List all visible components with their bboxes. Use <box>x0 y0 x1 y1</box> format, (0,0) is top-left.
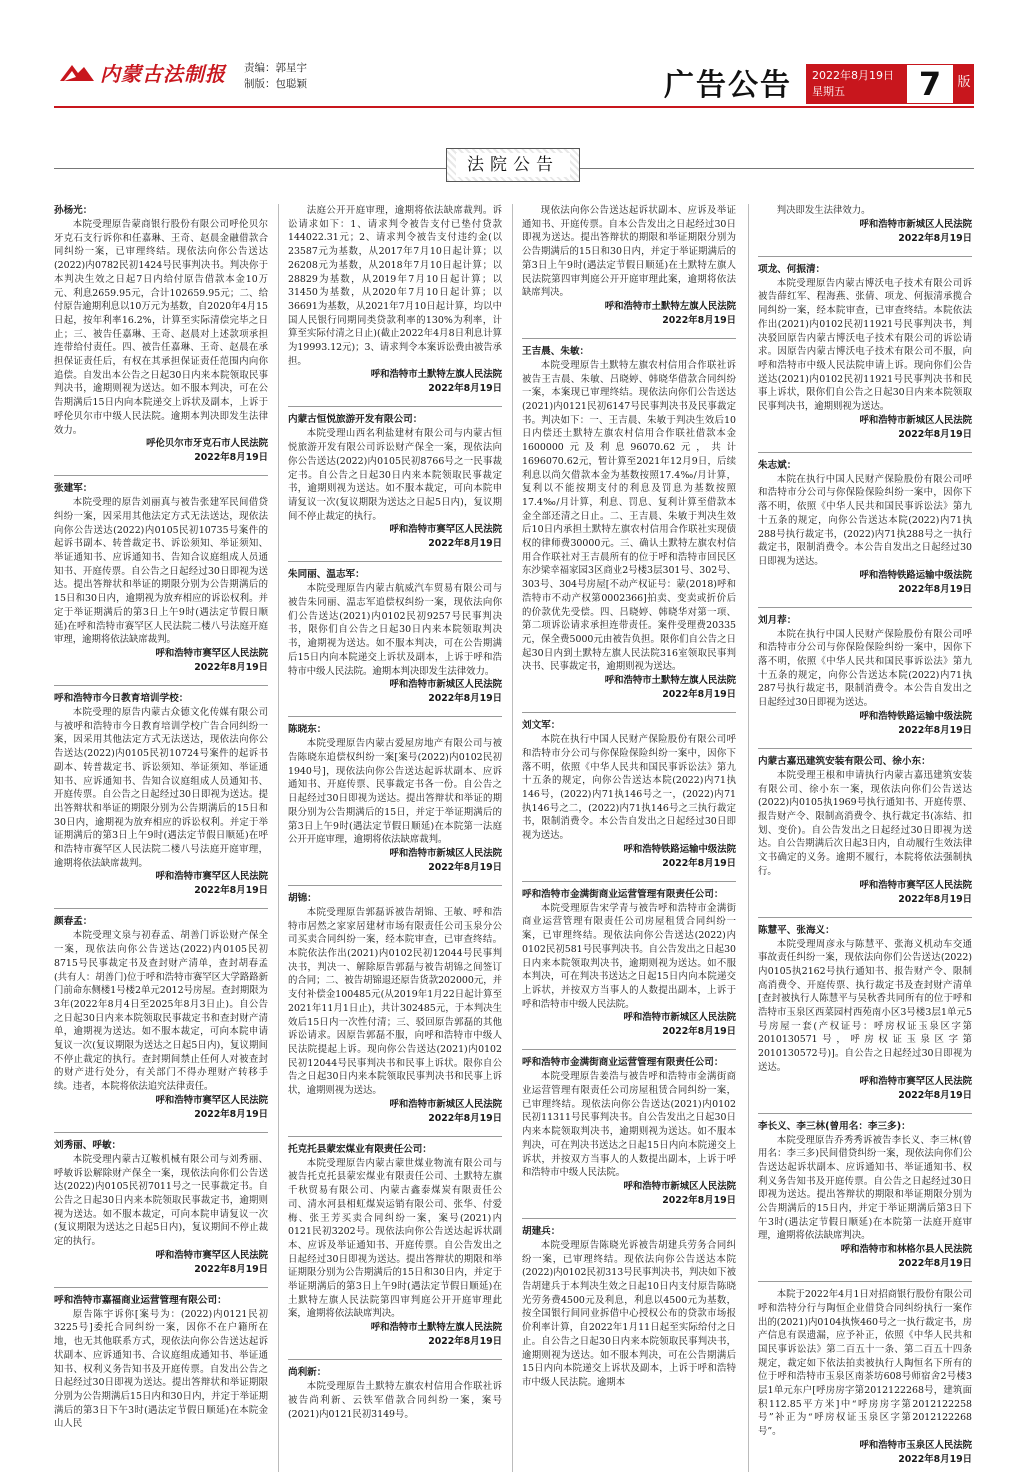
notice-body: 本院受理原告土默特左旗农村信用合作联社诉被告王吉晨、朱敏、吕晓婷、韩晓华借款合同纠纷一案，本案现已审理终结。现依法向你们公告送达(2021)内0121民初6147号民事判决书及民事裁定书。判决如下：一、王吉晨、朱敏于判决生效后10日内偿还土默特左旗农村信用合作联社借款本金1600000元及利息96070.62元，共计1696070.62元，暂计算至2021年12月9日，后续利息以尚欠借款本金为基数按照17.4‰/月计算，复利以不能按期支付的利息及罚息为基数按照17.4‰/月计算，利息、罚息、复利计算至借款本金全部还清之日止。二、王吉晨、朱敏于判决生效后10日内承担土默特左旗农村信用合作联社实现债权的律师费30000元。三、确认土默特左旗农村信用合作联社对王吉晨所有的位于呼和浩特市回民区东沙梁幸福家园3区商业2号楼3层301号、302号、303号、304号房屋[不动产权证号：蒙(2018)呼和浩特市不动产权第0002366]拍卖、变卖或折价后的价款优先受偿。四、吕晓婷、韩晓华对第一项、第二项诉讼请求承担连带责任。案件受理费20335元，保全费5000元由被告负担。限你们自公告之日起30日内到土默特左旗人民法院316室领取民事判决书、民事裁定书，逾期则视为送达。 <box>522 359 736 673</box>
notice-addressee: 尚利新： <box>288 1367 327 1379</box>
notice-body: 本院受理山西名利盐建材有限公司与内蒙古恒悦旅游开发有限公司诉讼财产保全一案，现依法向你公告送达(2022)内0105民初8766号之一民事裁定书。自公告之日起30日内来本院领取民事裁定书，逾期则视为送达。如不服本裁定，可向本院申请复议一次(复议期限为送达之日起5日内)，复议期间不停止裁定的执行。 <box>288 428 502 522</box>
notice-date: 2022年8月19日 <box>428 1112 502 1124</box>
notice-court: 呼和浩特铁路运输中级法院 <box>859 710 972 722</box>
newspaper-logo-text: 内蒙古法制报 <box>100 62 226 86</box>
notice-court: 呼和浩特市新城区人民法院 <box>859 218 972 230</box>
notice-body: 本院受理原告陈晓光诉被告胡建兵劳务合同纠纷一案，已审理终结。现依法向你公告送达本院(2022)内0102民初313号民事判决书，判决如下被告胡建兵于本判决生效之日起10日内支付原告陈晓光劳务费4500元及利息，利息以4500元为基数，按全国银行间同业拆借中心授权公布的贷款市场报价利率计算，自2022年1月11日起至实际给付之日止。自公告之日起30日内来本院领取民事判决书，逾期则视为送达。如不服本判决，可在公告期满后15日内向本院递交上诉状及副本，上诉于呼和浩特市中级人民法院。逾期本 <box>522 1239 736 1388</box>
notice-separator <box>758 452 972 453</box>
court-notice <box>758 614 972 738</box>
notice-court: 呼和浩特市新城区人民法院 <box>859 414 972 426</box>
notice-separator <box>758 256 972 257</box>
court-notice <box>54 1139 268 1277</box>
court-notice <box>522 1056 736 1208</box>
notice-court: 呼和浩特市赛罕区人民法院 <box>859 879 972 891</box>
court-notice <box>288 892 502 1126</box>
column-4 <box>758 204 972 1474</box>
notice-court: 呼和浩特市土默特左旗人民法院 <box>604 300 736 312</box>
notice-addressee: 呼和浩特市金满街商业运营管理有限责任公司： <box>522 1057 724 1069</box>
notice-separator <box>288 561 502 562</box>
banner-rule-left <box>54 168 446 169</box>
notice-separator <box>522 338 736 339</box>
notice-body: 本院受理原告姜浩与被告呼和浩特市金满街商业运营管理有限责任公司房屋租赁合同纠纷一案，已审理终结。现依法向你公告送达(2021)内0102民初11311号民事判决书。自公告发出之日起30日内来本院领取判决书，逾期则视为送达。如不服本判决，可在判决书送达之日起15日内向本院递交上诉状，并按双方当事人的人数提出副本，上诉于呼和浩特市中级人民法院。 <box>522 1071 736 1179</box>
notice-body: 本院受理原告郭磊诉被告胡锦、王敏、呼和浩特市居然之家家居建材市场有限责任公司玉泉分公司买卖合同纠纷一案，经本院审查，已审查终结。本院依法作出(2021)内0102民初12044号民事判决书，判决一、解除原告郭磊与被告胡锦之间签订的合同；二、被告胡锦退还原告货款202000元，并支付补偿金100485元(从2019年1月22日起计算至2021年11月1日止)，共计302485元，于本判决生效后15日内一次性付清；三、驳回原告郭磊的其他诉讼请求。因原告郭磊不服，向呼和浩特市中级人民法院提起上诉。现向你公告送达(2021)内0102民初12044号民事判决书和民事上诉状。限你自公告之日起30日内来本院领取民事判决书和民事上诉状，逾期则视为送达。 <box>288 906 502 1097</box>
column-divider <box>278 204 279 1472</box>
court-notice <box>758 204 972 246</box>
notice-separator <box>522 712 736 713</box>
court-notice <box>54 1294 268 1431</box>
court-notice <box>758 924 972 1103</box>
court-notice <box>288 568 502 706</box>
notice-date: 2022年8月19日 <box>662 1194 736 1206</box>
notice-date: 2022年8月19日 <box>428 1336 502 1348</box>
notice-separator <box>288 885 502 886</box>
column-divider <box>748 204 749 1472</box>
notice-body: 本院受理原告内蒙古博沃电子技术有限公司诉被告薛红军、程海燕、张倩、项龙、何振清承揽合同纠纷一案，经本院审查，已审查终结。本院依法作出(2021)内0102民初11921号民事判决书，判决驳回原告内蒙古博沃电子技术有限公司的诉讼请求。因原告内蒙古博沃电子技术有限公司不服，向呼和浩特市中级人民法院申请上诉。现向你们公告送达(2021)内0102民初11921号民事判决书和民事上诉状，限你们自公告之日起30日内来本院领取民事判决书，逾期则视为送达。 <box>758 277 972 413</box>
notice-date: 2022年8月19日 <box>194 885 268 897</box>
notice-separator <box>54 685 268 686</box>
notice-body: 本院受理原告内蒙古蒙世煤业物流有限公司与被告托克托县蒙宏煤业有限责任公司、土默特左旗千秋贸易有限公司、内蒙古鑫泰煤炭有限责任公司、清水河县相虹煤炭运销有限公司、张华、付爱梅、张王芳买卖合同纠纷一案，案号(2021)内0121民初3202号。现依法向你公告送达起诉状副本、应诉及举证通知书、开庭传票。自公告发出之日起经过30日即视为送达。提出答辩状的期限和举证期限分别为公告期满后的15日和30日内，并定于举证期满后的第3日上午9时(遇法定节假日顺延)在土默特左旗人民法院第四审判庭公开开庭审理此案，逾期将依法缺席判决。 <box>288 1157 502 1320</box>
notice-court: 呼和浩特市土默特左旗人民法院 <box>370 1322 502 1334</box>
notice-date: 2022年8月19日 <box>194 452 268 464</box>
notice-body: 本院受理原告土默特左旗农村信用合作联社诉被告尚利新、云铁军借款合同纠纷一案，案号(2021)内0121民初3149号。 <box>288 1381 502 1420</box>
court-notice <box>54 482 268 675</box>
court-notice <box>522 204 736 328</box>
notice-court: 呼和浩特市新城区人民法院 <box>389 679 502 691</box>
issue-date: 2022年8月19日 <box>812 69 894 82</box>
banner-rule-right <box>580 168 974 169</box>
notice-court: 呼和浩特市和林格尔县人民法院 <box>840 1244 972 1256</box>
court-notice <box>288 1143 502 1349</box>
notice-court: 呼和浩特市玉泉区人民法院 <box>859 1439 972 1451</box>
notice-court: 呼伦贝尔市牙克石市人民法院 <box>146 438 268 450</box>
notice-separator <box>522 1049 736 1050</box>
notice-body: 本院受理原告内蒙古爱屋房地产有限公司与被告陈晓东追偿权纠纷一案[案号(2022)内0102民初1940号]，现依法向你公告送达起诉状副本、应诉通知书、开庭传票、民事裁定书各一份。自公告之日起经过30日即视为送达。提出答辩状和举证的期限分别为公告期满后的15日，并定于举证期满后的第3日上午9时(遇法定节假日顺延)在本院第一法庭公开开庭审理，逾期将依法缺席裁判。 <box>288 738 502 846</box>
notice-body: 本院受理原告宋学青与被告呼和浩特市金满街商业运营管理有限责任公司房屋租赁合同纠纷一案，已审理终结。现依法向你公告送达(2022)内0102民初581号民事判决书。自公告发出之日起30日内来本院领取判决书，逾期则视为送达。如不服本判决，可在判决书送达之日起15日内向本院递交上诉状，并按双方当事人的人数提出副本，上诉于呼和浩特市中级人民法院。 <box>522 902 736 1010</box>
page-suffix: 版 <box>954 64 974 104</box>
court-notice <box>758 459 972 597</box>
notice-addressee: 王吉晨、朱敏： <box>522 345 590 357</box>
court-notice <box>54 692 268 898</box>
notice-body: 本院在执行中国人民财产保险股份有限公司呼和浩特市分公司与你保险保险纠纷一案中，因你下落不明，依照《中华人民共和国民事诉讼法》第九十五条的规定，向你公告送达本院(2022)内71执287号执行裁定书，限制消费令。本公告自发出之日起经过30日即视为送达。 <box>758 628 972 709</box>
notice-body: 判决即发生法律效力。 <box>776 205 871 216</box>
notice-court: 呼和浩特铁路运输中级法院 <box>859 569 972 581</box>
court-notice <box>522 345 736 702</box>
notice-separator <box>522 881 736 882</box>
masthead-rule <box>54 106 974 108</box>
notice-body: 本院受理的原告刘丽真与被告张建军民间借贷纠纷一案，因采用其他法定方式无法送达，现依法向你公告送达(2022)内0105民初10735号案件的起诉书副本、转普裁定书、诉讼须知、举证须知、举证通知书、应诉通知书、告知合议庭组成人员通知书、开庭传票。自公告之日起经过30日即视为送达。提出答辩状和举证的期限分别为公告期满后的15日和30日内，逾期视为放弃相应的诉讼权利。并定于举证期满后的第3日上午9时(遇法定节假日顺延)在呼和浩特市赛罕区人民法院二楼八号法庭开庭审理，逾期将依法缺席裁判。 <box>54 497 268 646</box>
notice-addressee: 呼和浩特市金满街商业运营管理有限责任公司： <box>522 888 724 900</box>
notice-body: 本院受理周彦永与陈慧平、张海义机动车交通事故责任纠纷一案，现依法向你们公告送达(2022)内0105执2162号执行通知书、报告财产令、限制高消费令、开庭传票、执行裁定书及查封财产清单[查封被执行人陈慧平与吴秋香共同所有的位于呼和浩特市玉泉区西菜园村西苑南小区3号楼3层1单元5号房屋一套(产权证号：呼房权证玉泉区字第2010130571号，呼房权证玉泉区字第2010130572号)]。自公告之日起经过30日即视为送达。 <box>758 938 972 1073</box>
notice-addressee: 陈晓东： <box>288 724 327 736</box>
notice-date: 2022年8月19日 <box>194 1263 268 1275</box>
notice-separator <box>54 1287 268 1288</box>
notice-date: 2022年8月19日 <box>898 1453 972 1465</box>
notice-body: 本院受理原告蒙商银行股份有限公司呼伦贝尔牙克石支行诉你和任嘉琳、王奇、赵晨金融借款合同纠纷一案，已审理终结。现依法向你公告送达(2022)内0782民初1424号民事判决书。判决你于本判决生效之日起7日内给付原告借款本金10万元、利息2659.95元，合计102659.95元；二、给付原告逾期利息以10万元为基数，自2020年4月15日起，按年利率16.2%，计算至实际清偿完毕之日止；三、被告任嘉琳、王奇、赵晨对上述款项承担连带给付责任。四、被告任嘉琳、王奇、赵晨在承担保证责任后，有权在其承担保证责任范围内向你追偿。自发出本公告之日起30日内来本院领取民事判决书，逾期则视为送达。如不服本判决，可在公告期满后15日内向本院递交上诉状及副本，上诉于呼伦贝尔市中级人民法院。逾期本判决即发生法律效力。 <box>54 219 268 436</box>
notice-court: 呼和浩特铁路运输中级法院 <box>623 843 736 855</box>
notice-date: 2022年8月19日 <box>662 689 736 701</box>
notice-court: 呼和浩特市土默特左旗人民法院 <box>370 369 502 381</box>
notice-court: 呼和浩特市新城区人民法院 <box>389 1098 502 1110</box>
notice-separator <box>288 406 502 407</box>
page-number: 7 <box>906 64 954 104</box>
notice-court: 呼和浩特市新城区人民法院 <box>389 847 502 859</box>
column-3 <box>522 204 736 1474</box>
notice-date: 2022年8月19日 <box>428 538 502 550</box>
notice-addressee: 刘文军： <box>522 720 561 732</box>
notice-addressee: 内蒙古嘉迅建筑安装有限公司、徐小东： <box>758 755 931 767</box>
column-2 <box>288 204 502 1474</box>
court-notice <box>758 263 972 442</box>
banner-title: 法院公告 <box>456 153 570 177</box>
notice-court: 呼和浩特市土默特左旗人民法院 <box>604 675 736 687</box>
notice-date: 2022年8月19日 <box>898 1258 972 1270</box>
notice-addressee: 呼和浩特市今日教育培训学校： <box>54 692 189 704</box>
notice-body: 本院在执行中国人民财产保险股份有限公司呼和浩特市分公司与你保险保险纠纷一案中，因你下落不明，依照《中华人民共和国民事诉讼法》第九十五条的规定，向你公告送达本院(2022)内71执288号执行裁定书，(2022)内71执288号之一执行裁定书，限制消费令。本公告自发出之日起经过30日即视为送达。 <box>758 473 972 567</box>
notice-body: 法庭公开开庭审理，逾期将依法缺席裁判。诉讼请求如下：1、请求判令被告支付已垫付贷款144022.31元；2、请求判令被告支付违约金(以23587元为基数，从2017年7月10日起计算；以26208元为基数，从2018年7月10日起计算；以28829为基数，从2019年7月10日起计算；以31450为基数，从2020年7月10日起计算；以36691为基数，从2021年7月10日起计算，均以中国人民银行同期同类贷款利率的130%为利率，计算至实际付清之日止)(截止2022年4月8日利息计算为19993.12元)；3、请求判令本案诉讼费由被告承担。 <box>288 205 502 367</box>
notice-body: 现依法向你公告送达起诉状副本、应诉及举证通知书、开庭传票。自本公告发出之日起经过30日即视为送达。提出答辩状的期限和举证期限分别为公告期满后的15日和30日内，并定于举证期满后的第3日上午9时(遇法定节假日顺延)在土默特左旗人民法院第四审判庭公开开庭审理此案，逾期将依法缺席判决。 <box>522 205 736 299</box>
notice-date: 2022年8月19日 <box>898 1089 972 1101</box>
column-divider <box>512 204 513 1472</box>
notice-court: 呼和浩特市新城区人民法院 <box>623 1180 736 1192</box>
notice-body: 本院受理原告内蒙古航威汽车贸易有限公司与被告朱同丽、温志军追偿权纠纷一案，现依法向你们公告送达(2021)内0102民初9257号民事判决书，限你们自公告之日起30日内来本院领取判决书，逾期视为送达。如不服本判决，可在公告期满后15日内向本院递交上诉状及副本，上诉于呼和浩特市中级人民法院。逾期本判决即发生法律效力。 <box>288 583 502 677</box>
section-banner <box>446 148 580 182</box>
notice-court: 呼和浩特市新城区人民法院 <box>623 1012 736 1024</box>
notice-court: 呼和浩特市赛罕区人民法院 <box>155 1249 268 1261</box>
editor-line: 责编：郭星宇 <box>244 62 307 74</box>
newspaper-logo-icon <box>58 61 96 85</box>
notice-addressee: 朱志斌： <box>758 459 797 471</box>
notice-date: 2022年8月19日 <box>428 693 502 705</box>
notice-body: 本院受理王根和申请执行内蒙古嘉迅建筑安装有限公司、徐小东一案，现依法向你们公告送达(2022)内0105执1969号执行通知书、开庭传票、报告财产令、限制高消费令、执行裁定书(冻结、扣划、变价)。自公告发出之日起经过30日即视为送达。自公告期满后次日起3日内，自动履行生效法律文书确定的义务。逾期不履行，本院将依法强制执行。 <box>758 769 972 877</box>
notice-date: 2022年8月19日 <box>194 661 268 673</box>
notice-body: 本院受理原告乔秀秀诉被告李长义、李三林(曾用名：李三多)民间借贷纠纷一案，现依法向你们公告送达起诉状副本、应诉通知书、举证通知书、权利义务告知书及开庭传票。自公告之日起经过30日即视为送达。提出答辩状的期限和举证期限分别为公告期满后的15日内，并定于举证期满后第3日下午3时(遇法定节假日顺延)在本院第一法庭开庭审理，逾期将依法缺席判决。 <box>758 1134 972 1242</box>
notice-court: 呼和浩特市赛罕区人民法院 <box>155 647 268 659</box>
notice-addressee: 托克托县蒙宏煤业有限责任公司： <box>288 1143 432 1155</box>
notice-body: 本院受理内蒙古辽鞍机械有限公司与刘秀丽、呼敏诉讼解除财产保全一案，现依法向你们公告送达(2022)内0105民初7011号之一民事裁定书。自公告之日起30日内来本院领取民事裁定书，逾期则视为送达。如不服本裁定，可向本院申请复议一次(复议期限为送达之日起5日内)，复议期间不停止裁定的执行。 <box>54 1153 268 1248</box>
court-notice <box>758 755 972 907</box>
notice-addressee: 陈慧平、张海义： <box>758 924 835 936</box>
court-notice <box>522 888 736 1040</box>
notice-addressee: 胡锦： <box>288 892 317 904</box>
notice-addressee: 朱同丽、温志军： <box>288 569 365 581</box>
notice-separator <box>54 1132 268 1133</box>
notice-date: 2022年8月19日 <box>898 724 972 736</box>
notice-addressee: 胡建兵： <box>522 1225 561 1237</box>
notice-court: 呼和浩特市赛罕区人民法院 <box>155 871 268 883</box>
notice-addressee: 内蒙古恒悦旅游开发有限公司： <box>288 414 423 426</box>
notice-date: 2022年8月19日 <box>662 314 736 326</box>
notice-separator <box>288 1136 502 1137</box>
notice-addressee: 刘秀丽、呼敏： <box>54 1139 122 1151</box>
notice-addressee: 项龙、何振清： <box>758 263 826 275</box>
court-notice <box>758 1288 972 1467</box>
producer-line: 制版：包聪颖 <box>244 78 307 90</box>
issue-weekday: 星期五 <box>812 85 845 98</box>
section-title: 广告公告 <box>664 68 792 103</box>
notice-separator <box>288 1359 502 1360</box>
notice-body: 本院于2022年4月1日对招商银行股份有限公司呼和浩特分行与陶恒企业借贷合同纠纷执行一案作出的(2021)内0104执恢460号之一执行裁定书，房产信息有误遗漏，应予补正，依照《中华人民共和国民事诉讼法》第二百五十一条、第二百五十四条规定，裁定如下依法拍卖被执行人陶恒名下所有的位于呼和浩特市玉泉区南茶坊608号师宿舍2号楼3层1单元东户[呼房房字第2012122268号，建筑面积112.85平方米]中“呼房房字第2012122258号”补正为“呼房权证玉泉区字第2012122268号”。 <box>758 1289 972 1438</box>
notice-separator <box>288 716 502 717</box>
notice-body: 本院受理的原告内蒙古众德文化传媒有限公司与被呼和浩特市今日教育培训学校广告合同纠纷一案，因采用其他法定方式无法送达，现依法向你公告送达(2022)内0105民初10724号案件的起诉书副本、转普裁定书、诉讼须知、举证须知、举证通知书、应诉通知书、告知合议庭组成人员通知书、开庭传票。自公告之日起经过30日即视为送达。提出答辩状和举证的期限分别为公告期满后的15日和30日内，逾期视为放弃相应的诉讼权利。并定于举证期满后的第3日上午9时(遇法定节假日顺延)在呼和浩特市赛罕区人民法院二楼八号法庭开庭审理，逾期将依法缺席裁判。 <box>54 706 268 869</box>
court-notice <box>54 204 268 465</box>
notice-body: 本院受理文泉与初春孟、胡善门诉讼财产保全一案，现依法向你公告送达(2022)内0105民初8715号民事裁定书及查封财产清单，查封胡春孟(共有人：胡善门)位于呼和浩特市赛罕区大学路路新门前命东侧楼1号楼2单元2012号房屋。查封期限为3年(2022年8月4日至2025年8月3日止)。自公告之日起30日内来本院领取民事裁定书和查封财产清单，逾期视为送达。如不服本裁定，可向本院申请复议一次(复议期限为送达之日起5日内)，复议期间不停止裁定的执行。查封期间禁止任何人对被查封的财产进行处分，有关部门不得办理财产转移手续。违者，本院将依法追究法律责任。 <box>54 930 268 1093</box>
notice-separator <box>758 607 972 608</box>
notice-date: 2022年8月19日 <box>898 893 972 905</box>
notice-addressee: 张建军： <box>54 483 93 495</box>
notice-court: 呼和浩特市赛罕区人民法院 <box>389 524 502 536</box>
notice-addressee: 孙杨光： <box>54 205 93 216</box>
issue-date-box <box>806 64 906 104</box>
notice-date: 2022年8月19日 <box>662 857 736 869</box>
notice-addressee: 呼和浩特市嘉福商业运营管理有限公司： <box>54 1294 227 1306</box>
column-1 <box>54 204 268 1474</box>
court-notice <box>54 915 268 1121</box>
notice-court: 呼和浩特市赛罕区人民法院 <box>859 1075 972 1087</box>
notice-addressee: 颜春孟： <box>54 916 93 928</box>
editor-credits <box>244 60 307 92</box>
notice-date: 2022年8月19日 <box>898 583 972 595</box>
notice-court: 呼和浩特市赛罕区人民法院 <box>155 1094 268 1106</box>
court-notice <box>522 719 736 871</box>
notice-date: 2022年8月19日 <box>898 428 972 440</box>
notice-separator <box>54 908 268 909</box>
notice-date: 2022年8月19日 <box>428 383 502 395</box>
notice-addressee: 李长义、李三林(曾用名：李三多)： <box>758 1120 911 1132</box>
notice-separator <box>54 475 268 476</box>
court-notice <box>288 1366 502 1421</box>
court-notice <box>758 1120 972 1272</box>
court-notice <box>522 1225 736 1390</box>
court-notice <box>288 723 502 875</box>
notice-separator <box>758 1113 972 1114</box>
notice-separator <box>758 748 972 749</box>
newspaper-logo[interactable] <box>58 58 226 87</box>
masthead <box>0 0 1024 108</box>
notice-body: 本院在执行中国人民财产保险股份有限公司呼和浩特市分公司与你保险保险纠纷一案中，因你下落不明，依照《中华人民共和国民事诉讼法》第九十五条的规定，向你公告送达本院(2022)内71执146号，(2022)内71执146号之一，(2022)内71执146号之二，(2022)内71执146号之三执行裁定书，限制消费令。本公告自发出之日起经过30日即视为送达。 <box>522 734 736 842</box>
notice-date: 2022年8月19日 <box>194 1108 268 1120</box>
notice-date: 2022年8月19日 <box>898 232 972 244</box>
court-notice <box>288 413 502 551</box>
notice-separator <box>758 1281 972 1282</box>
notice-date: 2022年8月19日 <box>428 861 502 873</box>
notice-separator <box>522 1218 736 1219</box>
court-notice <box>288 204 502 396</box>
notice-separator <box>758 917 972 918</box>
notice-addressee: 刘月荐： <box>758 614 797 626</box>
notice-date: 2022年8月19日 <box>662 1026 736 1038</box>
notice-body: 原告陈宇诉你[案号为：(2022)内0121民初3225号]委托合同纠纷一案，因你不在户籍所在地，也无其他联系方式，现依法向你公告送达起诉状副本、应诉通知书、合议庭组成通知书、举证通知书、权利义务告知书及开庭传票。自发出公告之日起经过30日即视为送达。提出答辩状和举证期限分别为公告期满后15日内和30日内，并定于举证期满后的第3日下午3时(遇法定节假日顺延)在本院金山人民 <box>54 1308 268 1430</box>
